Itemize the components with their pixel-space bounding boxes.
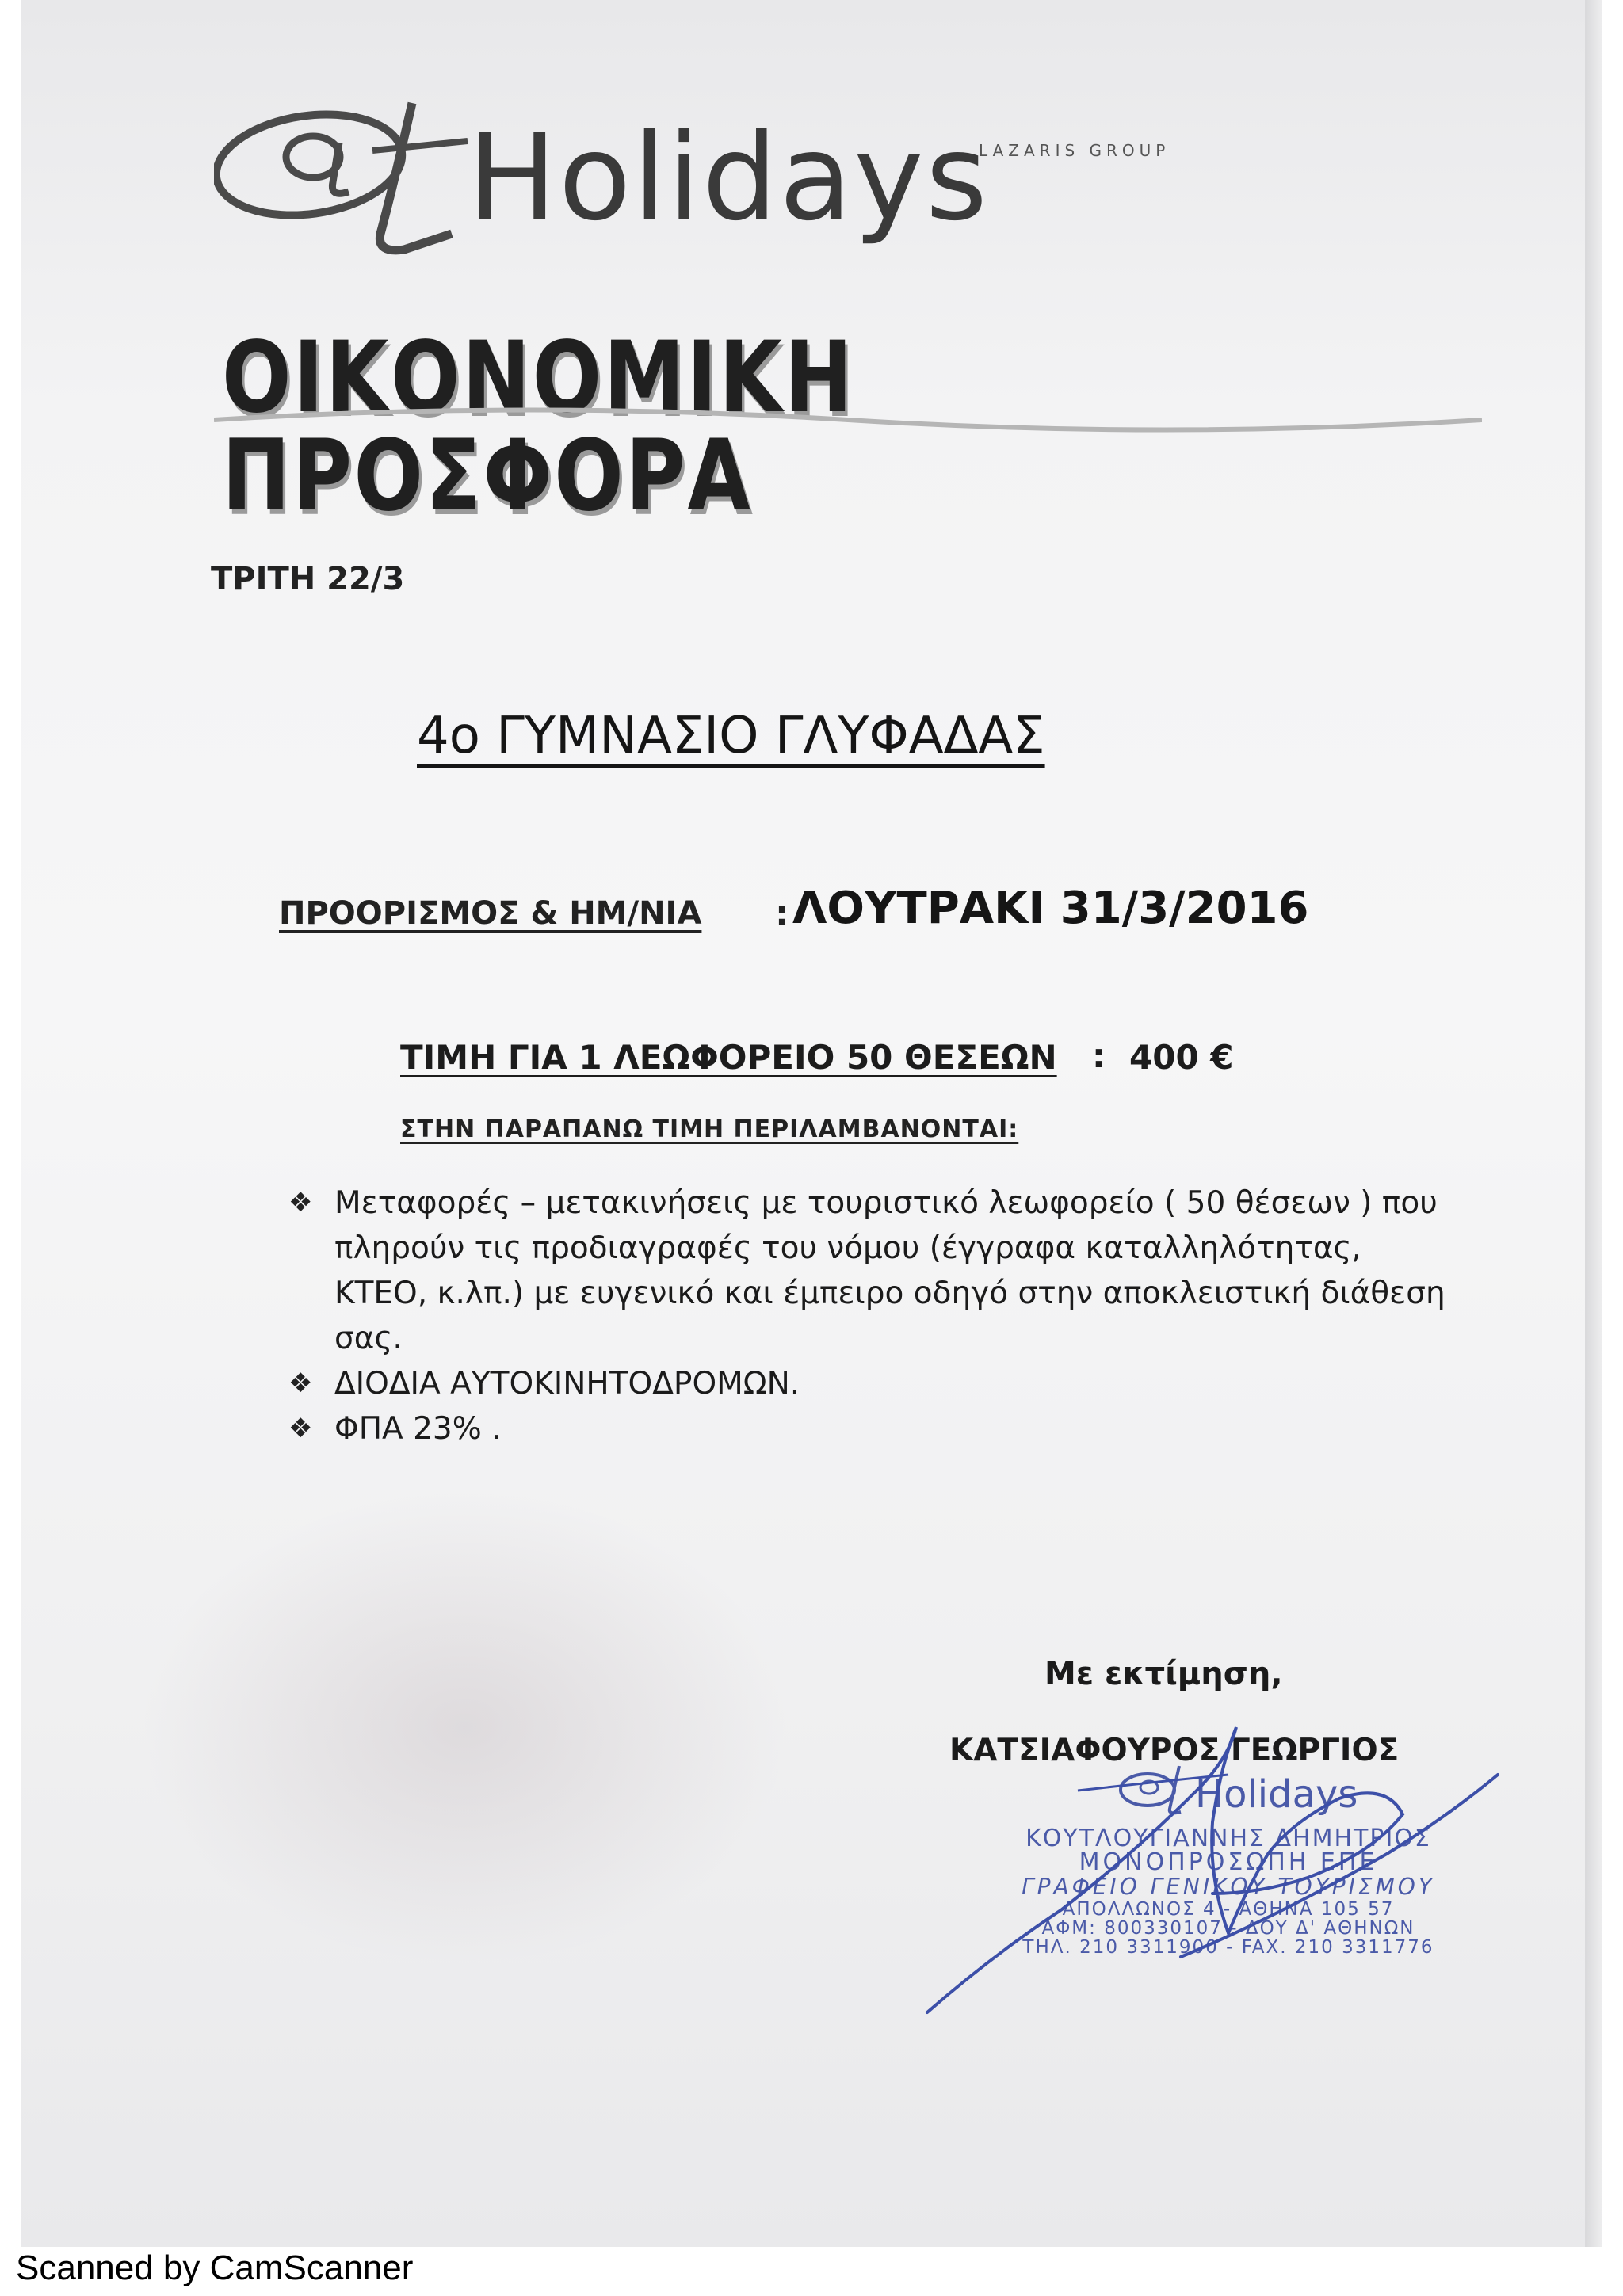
stamp-phone-fax: ΤΗΛ. 210 3311900 - FAX. 210 3311776 (1022, 1937, 1434, 1958)
destination-separator: : (775, 894, 789, 934)
stamp-tax-id: ΑΦΜ: 800330107 - ΔΟΥ Δ' ΑΘΗΝΩΝ (1041, 1918, 1415, 1939)
price-label: ΤΙΜΗ ΓΙΑ 1 ΛΕΩΦΟΡΕΙΟ 50 ΘΕΣΕΩΝ (400, 1038, 1057, 1077)
list-item-text: ΔΙΟΔΙΑ ΑΥΤΟΚΙΝΗΤΟΔΡΟΜΩΝ. (334, 1366, 800, 1402)
page-title: ΟΙΚΟΝΟΜΙΚΗ ΠΡΟΣΦΟΡΑ (222, 321, 855, 533)
at-holidays-logo-mark (214, 95, 499, 269)
page-edge (1585, 0, 1602, 2247)
scanner-footer: Scanned by CamScanner (16, 2248, 414, 2287)
list-item-text: ΦΠΑ 23% . (334, 1411, 502, 1447)
stamp-business: ΓΡΑΦΕΙΟ ΓΕΝΙΚΟΥ ΤΟΥΡΙΣΜΟΥ (1022, 1874, 1435, 1900)
price-separator: : (1092, 1036, 1106, 1075)
logo-subtitle: LAZARIS GROUP (979, 141, 1170, 160)
price-value: 400 € (1129, 1038, 1234, 1077)
destination-label (279, 895, 701, 932)
included-items-list (288, 1180, 1461, 1451)
logo-wordmark: Holidays (468, 109, 989, 247)
destination-value: ΛΟΥΤΡΑΚΙ 31/3/2016 (792, 883, 1309, 934)
school-name: 4ο ΓΥΜΝΑΣΙΟ ΓΛΥΦΑΔΑΣ (417, 707, 1045, 765)
title-swoosh-decoration (214, 396, 1482, 444)
closing-salutation: Με εκτίμηση, (1044, 1656, 1283, 1692)
list-item (288, 1180, 1461, 1361)
list-item-text: Μεταφορές – μετακινήσεις με τουριστικό λεωφορείο ( 50 θέσεων ) που πληρούν τις προδιαγραφές του νόμου (έγγραφα καταλληλότητας, ΚΤΕΟ, κ.λπ.) με ευγενικό και έμπειρο οδηγό στην αποκλειστική διάθεση σας. (334, 1185, 1445, 1356)
bullet-icon: ❖ (288, 1413, 313, 1444)
stamp-address: ΑΠΟΛΛΩΝΟΣ 4 - ΑΘΗΝΑ 105 57 (1062, 1899, 1395, 1920)
offer-date: ΤΡΙΤΗ 22/3 (211, 561, 405, 597)
list-item (288, 1406, 1461, 1451)
includes-heading: ΣΤΗΝ ΠΑΡΑΠΑΝΩ ΤΙΜΗ ΠΕΡΙΛΑΜΒΑΝΟΝΤΑΙ: (400, 1116, 1019, 1143)
stamp-company-name: ΚΟΥΤΛΟΥΓΙΑΝΝΗΣ ΔΗΜΗΤΡΙΟΣ (1025, 1825, 1431, 1852)
bullet-icon: ❖ (288, 1187, 313, 1219)
stamp-company-type: ΜΟΝΟΠΡΟΣΩΠΗ ΕΠΕ (1079, 1848, 1378, 1876)
scan-smudge (139, 1489, 789, 1965)
destination-label-text: ΠΡΟΟΡΙΣΜΟΣ & ΗΜ/ΝΙΑ (279, 895, 702, 932)
handwritten-signature (896, 1695, 1514, 2028)
bullet-icon: ❖ (288, 1367, 313, 1399)
list-item (288, 1361, 1461, 1406)
signer-name: ΚΑΤΣΙΑΦΟΥΡΟΣ ΓΕΩΡΓΙΟΣ (949, 1733, 1400, 1768)
stamp-logo-wordmark: Holidays (1195, 1772, 1358, 1817)
